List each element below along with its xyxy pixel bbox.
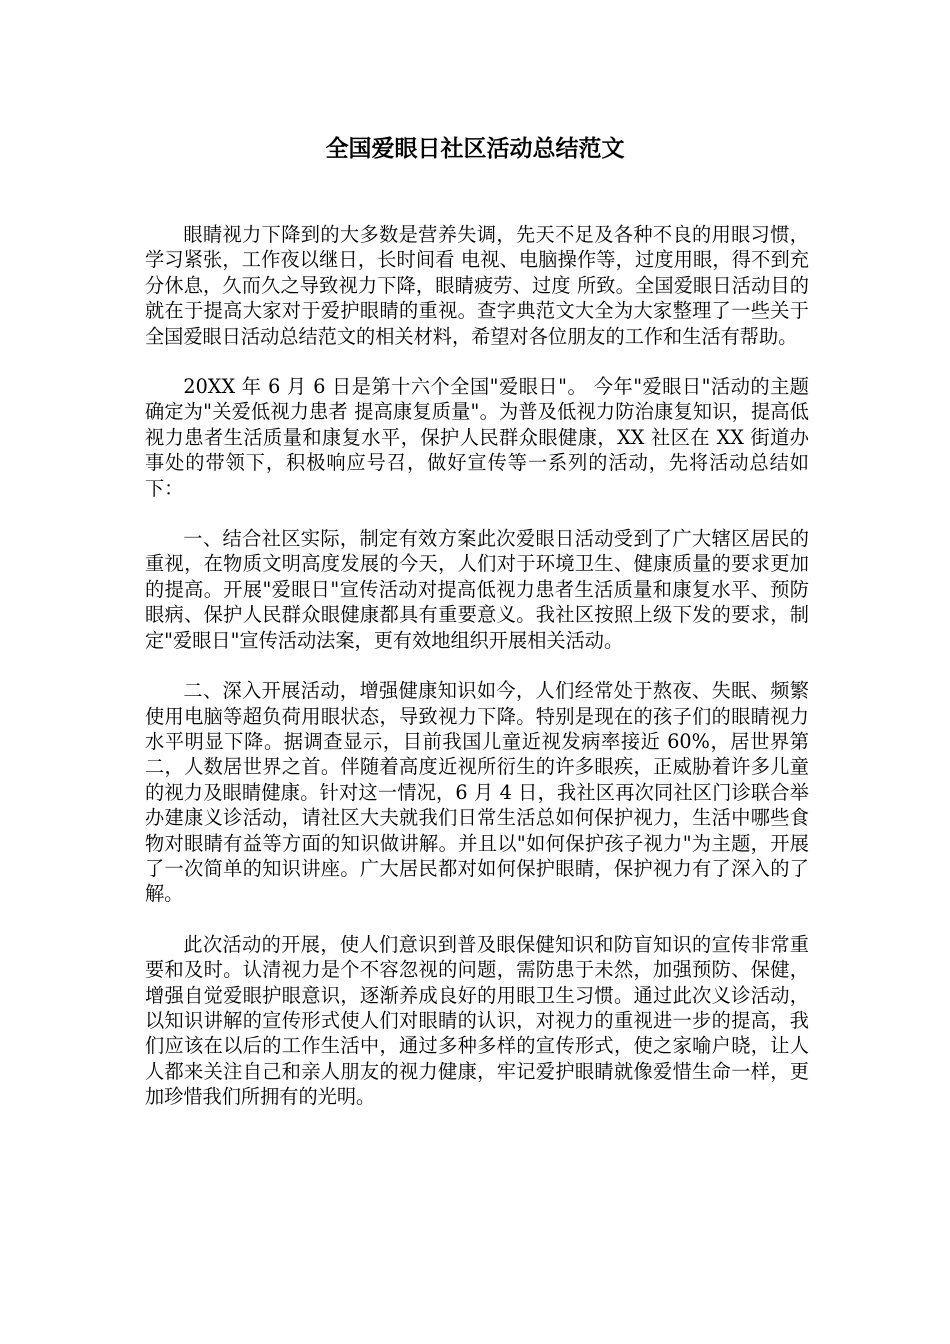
paragraph-conclusion: 此次活动的开展，使人们意识到普及眼保健知识和防盲知识的宣传非常重要和及时。认清视力是个不容忽视的问题，需防患于未然，加强预防、保健，增强自觉爱眼护眼意识，逐渐养成良好的用眼卫生习惯。通过此次义诊活动，以知识讲解的宣传形式使人们对眼睛的认识，对视力的重视进一步的提高，我们应该在以后的工作生活中，通过多种多样的宣传形式，使之家喻户晓，让人人都来关注自己和亲人朋友的视力健康，牢记爱护眼睛就像爱惜生命一样，更加珍惜我们所拥有的光明。 (145, 932, 809, 1109)
paragraph-background: 20XX 年 6 月 6 日是第十六个全国"爱眼日"。 今年"爱眼日"活动的主题确定为"关爱低视力患者 提高康复质量"。为普及低视力防治康复知识，提高低视力患者生活质量和康复水平，保护人民群众眼健康，XX 社区在 XX 街道办事处的带领下，积极响应号召，做好宣传等一系列的活动，先将活动总结如下： (145, 375, 809, 500)
paragraph-section-one: 一、结合社区实际，制定有效方案此次爱眼日活动受到了广大辖区居民的重视，在物质文明高度发展的今天，人们对于环境卫生、健康质量的要求更加的提高。开展"爱眼日"宣传活动对提高低视力患者生活质量和康复水平、预防眼病、保护人民群众眼健康都具有重要意义。我社区按照上级下发的要求，制定"爱眼日"宣传活动法案，更有效地组织开展相关活动。 (145, 527, 809, 652)
paragraph-section-two: 二、深入开展活动，增强健康知识如今，人们经常处于熬夜、失眠、频繁使用电脑等超负荷用眼状态，导致视力下降。特别是现在的孩子们的眼睛视力水平明显下降。据调查显示，目前我国儿童近视发病率接近 60%，居世界第二，人数居世界之首。伴随着高度近视所衍生的许多眼疾，正威胁着许多儿童的视力及眼睛健康。针对这一情况，6 月 4 日，我社区再次同社区门诊联合举办建康义诊活动，请社区大夫就我们日常生活总如何保护视力，生活中哪些食物对眼睛有益等方面的知识做讲解。并且以"如何保护孩子视力"为主题，开展了一次简单的知识讲座。广大居民都对如何保护眼睛，保护视力有了深入的了解。 (145, 679, 809, 906)
document-body (145, 222, 809, 1135)
paragraph-intro: 眼睛视力下降到的大多数是营养失调，先天不足及各种不良的用眼习惯，学习紧张，工作夜以继日，长时间看 电视、电脑操作等，过度用眼，得不到充分休息，久而久之导致视力下降，眼睛疲劳、过度 所致。全国爱眼日活动目的就在于提高大家对于爱护眼睛的重视。查字典范文大全为大家整理了一些关于全国爱眼日活动总结范文的相关材料，希望对各位朋友的工作和生活有帮助。 (145, 223, 809, 348)
document-title: 全国爱眼日社区活动总结范文 (325, 136, 625, 162)
